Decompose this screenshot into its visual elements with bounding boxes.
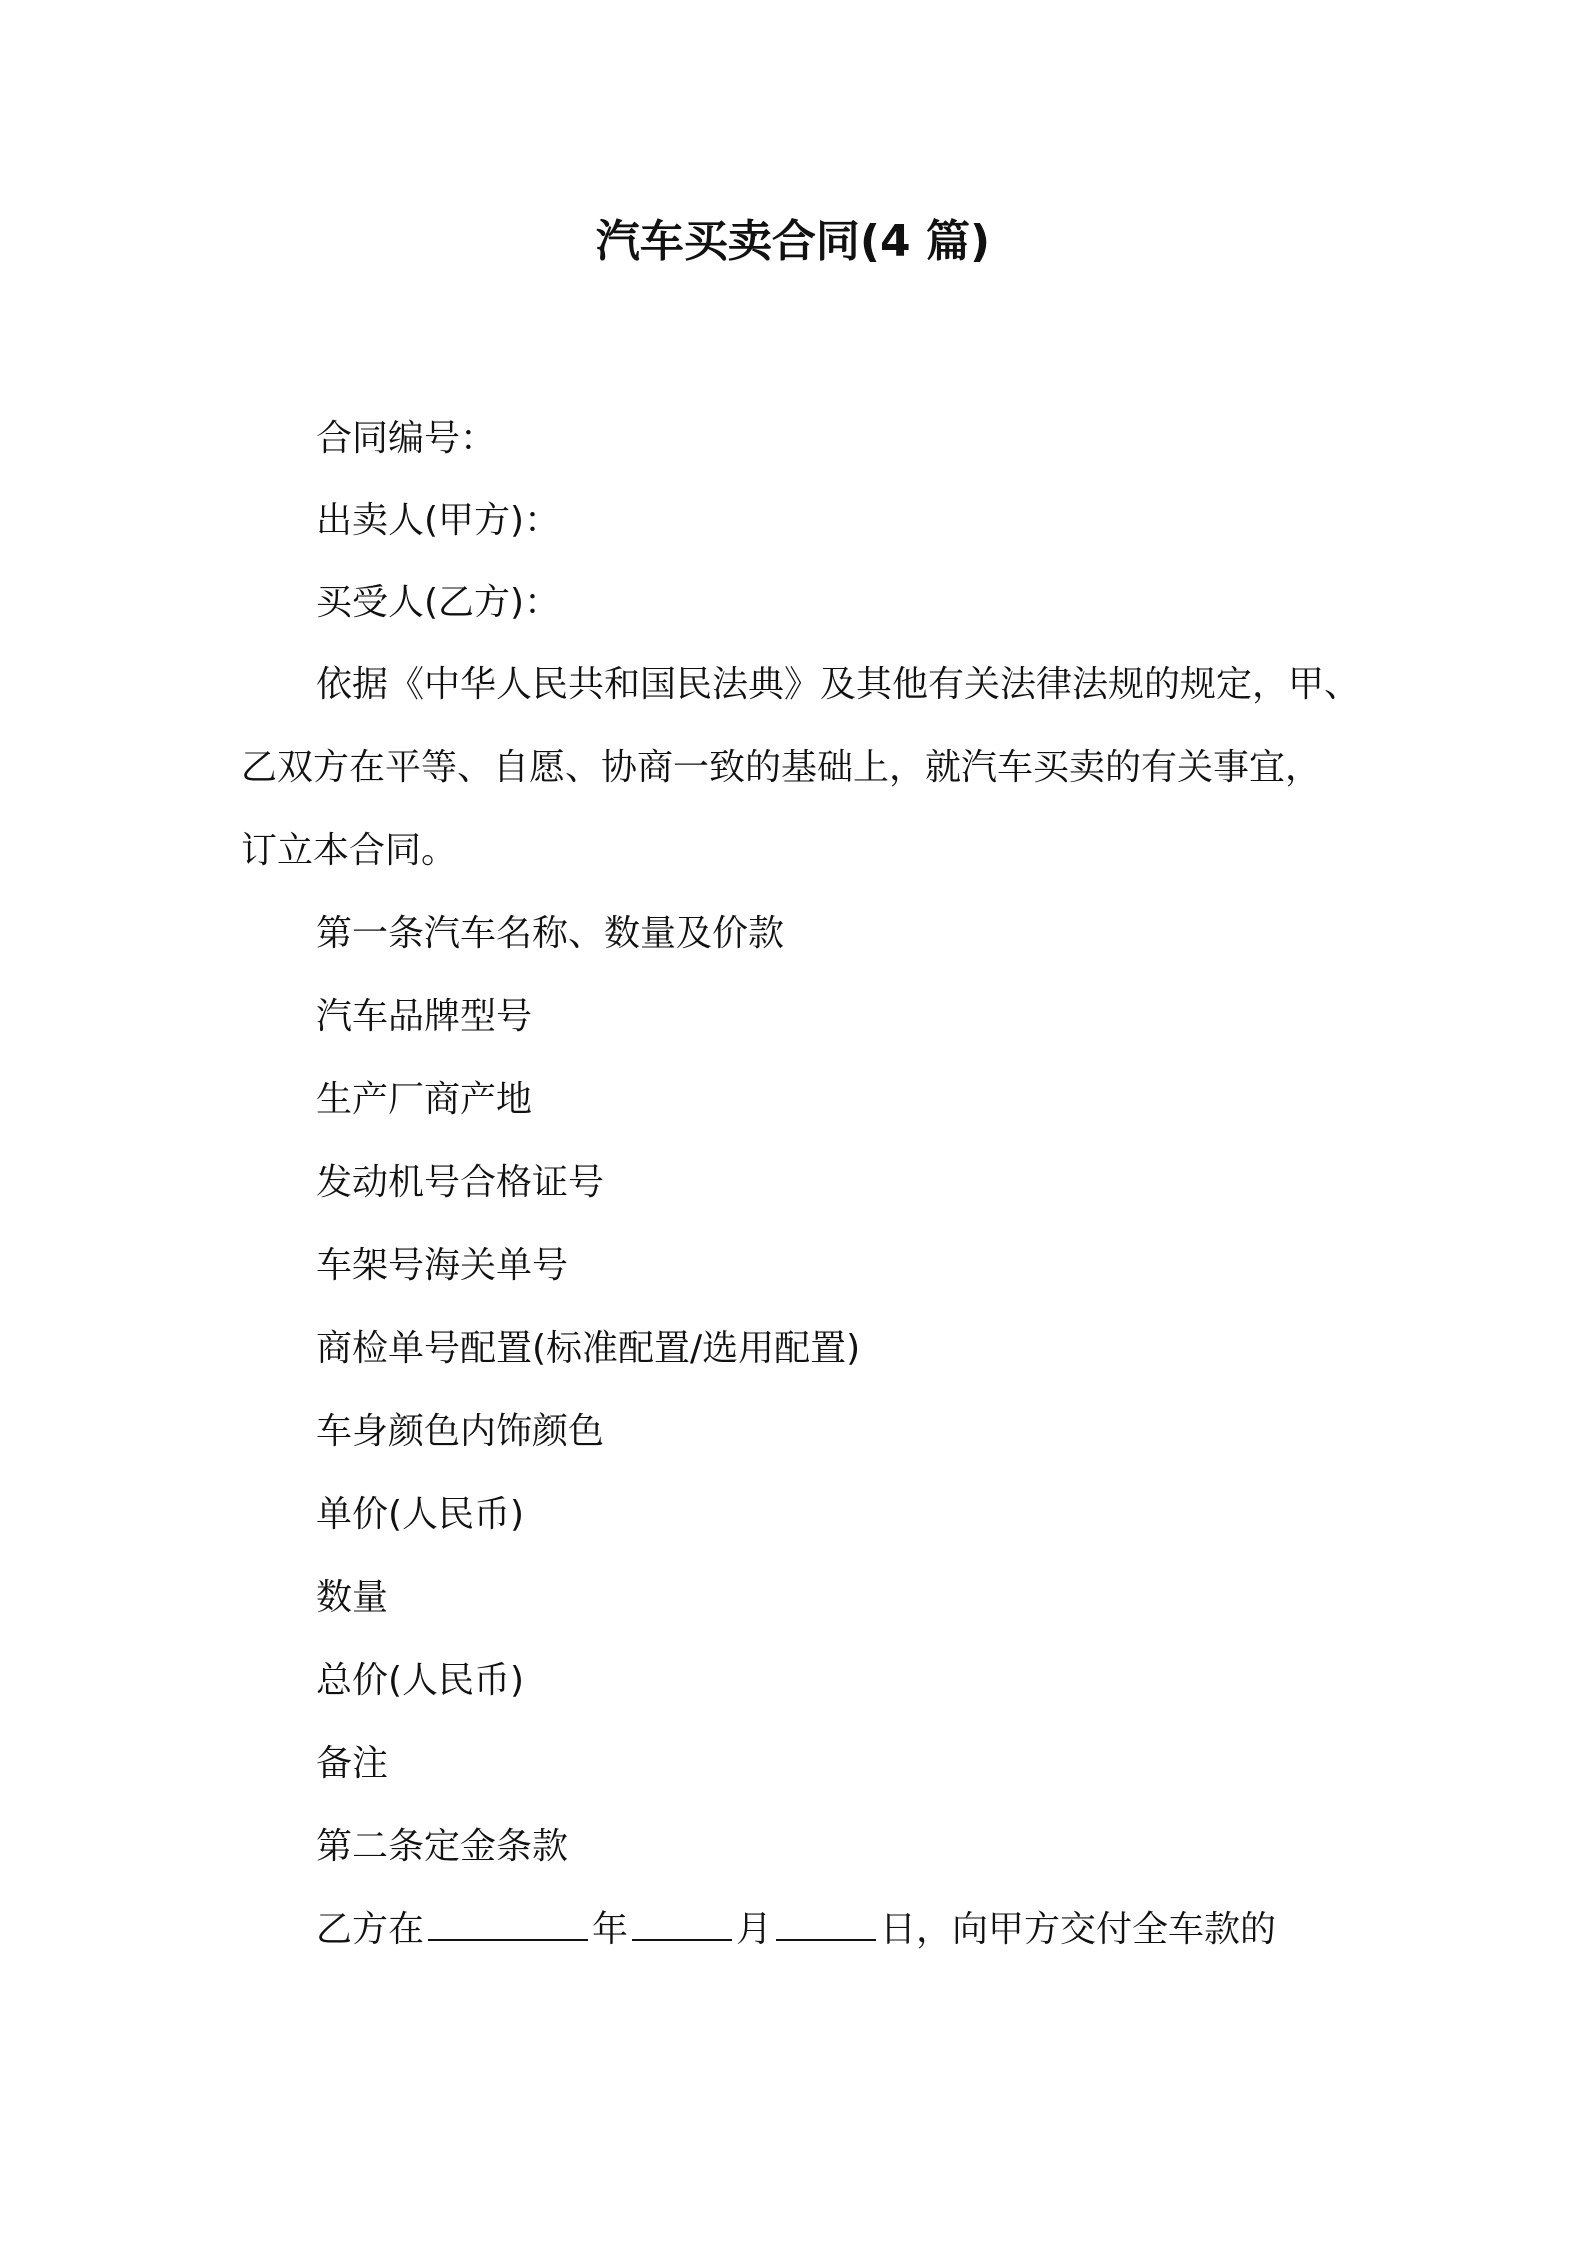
deposit-sentence (316, 1905, 1276, 1955)
deposit-sentence-part: 年 (592, 1909, 629, 1950)
deposit-sentence-part: 月 (736, 1909, 773, 1950)
day-blank (776, 1905, 876, 1941)
deposit-sentence-part: 日，向甲方交付全车款的 (880, 1909, 1277, 1950)
article-1-item: 商检单号配置(标准配置/选用配置) (316, 1328, 861, 1369)
article-1-item: 备注 (316, 1743, 389, 1784)
year-blank (428, 1905, 588, 1941)
article-1-item: 发动机号合格证号 (316, 1162, 605, 1203)
contract-number-label: 合同编号： (316, 418, 497, 459)
article-1-item: 车架号海关单号 (316, 1245, 569, 1286)
article-1-heading: 第一条汽车名称、数量及价款 (316, 913, 785, 954)
preamble-line-2: 乙双方在平等、自愿、协商一致的基础上，就汽车买卖的有关事宜， (241, 747, 1322, 788)
seller-label: 出卖人(甲方)： (316, 500, 561, 541)
preamble-line-3: 订立本合同。 (241, 830, 458, 871)
article-1-item: 总价(人民币) (316, 1660, 525, 1701)
article-1-item: 车身颜色内饰颜色 (316, 1411, 605, 1452)
month-blank (632, 1905, 732, 1941)
article-1-item: 汽车品牌型号 (316, 996, 533, 1037)
article-1-item: 生产厂商产地 (316, 1079, 533, 1120)
article-1-item: 数量 (316, 1577, 389, 1618)
buyer-label: 买受人(乙方)： (316, 582, 561, 623)
document-title: 汽车买卖合同(4 篇) (595, 216, 991, 267)
deposit-sentence-part: 乙方在 (316, 1909, 425, 1950)
article-1-item: 单价(人民币) (316, 1494, 525, 1535)
preamble-line-1: 依据《中华人民共和国民法典》及其他有关法律法规的规定，甲、 (316, 664, 1361, 705)
article-2-heading: 第二条定金条款 (316, 1826, 569, 1867)
